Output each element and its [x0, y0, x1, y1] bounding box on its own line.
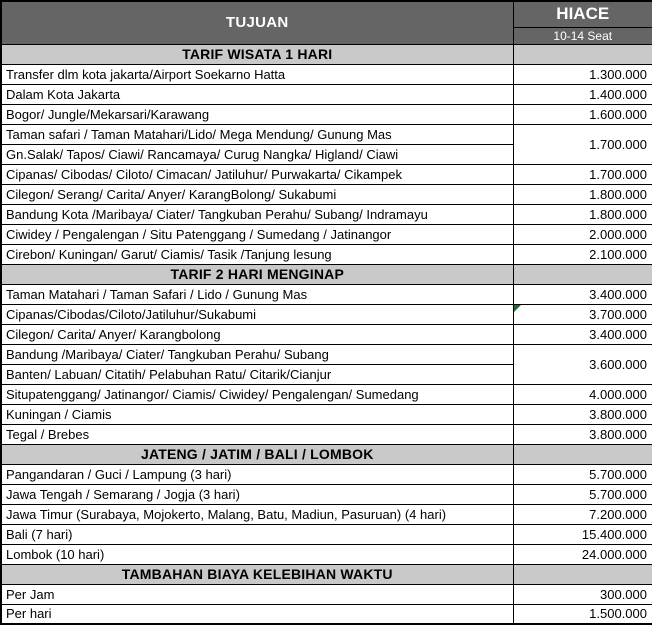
- price-cell: 3.600.000: [513, 344, 652, 384]
- table-row: [1, 64, 652, 84]
- destination-cell: Kuningan / Ciamis: [1, 404, 513, 424]
- cell-error-indicator-icon: [514, 305, 521, 312]
- price-cell: 1.500.000: [513, 604, 652, 624]
- destination-cell: Dalam Kota Jakarta: [1, 84, 513, 104]
- price-cell: 7.200.000: [513, 504, 652, 524]
- price-cell: 5.700.000: [513, 464, 652, 484]
- price-cell: 4.000.000: [513, 384, 652, 404]
- destination-cell: Situpatenggang/ Jatinangor/ Ciamis/ Ciwidey/ Pengalengan/ Sumedang: [1, 384, 513, 404]
- price-cell: 1.800.000: [513, 204, 652, 224]
- section-price-spacer: [513, 564, 652, 584]
- destination-cell: Banten/ Labuan/ Citatih/ Pelabuhan Ratu/ Citarik/Cianjur: [1, 364, 513, 384]
- table-row: [1, 464, 652, 484]
- price-cell: 3.700.000: [513, 304, 652, 324]
- price-cell: 1.700.000: [513, 124, 652, 164]
- table-row: [1, 224, 652, 244]
- table-row: [1, 424, 652, 444]
- destination-cell: Per Jam: [1, 584, 513, 604]
- destination-cell: Cirebon/ Kuningan/ Garut/ Ciamis/ Tasik /Tanjung lesung: [1, 244, 513, 264]
- table-row: [1, 124, 652, 144]
- section-price-spacer: [513, 444, 652, 464]
- price-cell: 1.800.000: [513, 184, 652, 204]
- destination-column-header: TUJUAN: [1, 1, 513, 44]
- tariff-table-body: [1, 1, 652, 624]
- table-row: [1, 184, 652, 204]
- destination-cell: Taman Matahari / Taman Safari / Lido / Gunung Mas: [1, 284, 513, 304]
- table-row: [1, 324, 652, 344]
- destination-cell: Taman safari / Taman Matahari/Lido/ Mega Mendung/ Gunung Mas: [1, 124, 513, 144]
- table-row: [1, 104, 652, 124]
- table-row: [1, 164, 652, 184]
- price-cell: 300.000: [513, 584, 652, 604]
- table-row: [1, 204, 652, 224]
- table-row: [1, 244, 652, 264]
- table-row: [1, 384, 652, 404]
- destination-cell: Cilegon/ Carita/ Anyer/ Karangbolong: [1, 324, 513, 344]
- price-cell: 3.400.000: [513, 284, 652, 304]
- table-row: [1, 84, 652, 104]
- destination-cell: Cilegon/ Serang/ Carita/ Anyer/ KarangBolong/ Sukabumi: [1, 184, 513, 204]
- section-price-spacer: [513, 264, 652, 284]
- section-header-row: [1, 564, 652, 584]
- destination-cell: Jawa Tengah / Semarang / Jogja (3 hari): [1, 484, 513, 504]
- destination-cell: Per hari: [1, 604, 513, 624]
- price-cell: 3.800.000: [513, 404, 652, 424]
- table-row: [1, 524, 652, 544]
- section-title: JATENG / JATIM / BALI / LOMBOK: [1, 444, 513, 464]
- section-header-row: [1, 44, 652, 64]
- price-cell: 2.000.000: [513, 224, 652, 244]
- destination-cell: Gn.Salak/ Tapos/ Ciawi/ Rancamaya/ Curug Nangka/ Higland/ Ciawi: [1, 144, 513, 164]
- table-row: [1, 584, 652, 604]
- table-row: [1, 344, 652, 364]
- price-cell: 1.300.000: [513, 64, 652, 84]
- price-cell: 1.400.000: [513, 84, 652, 104]
- destination-cell: Bandung Kota /Maribaya/ Ciater/ Tangkuban Perahu/ Subang/ Indramayu: [1, 204, 513, 224]
- section-title: TARIF WISATA 1 HARI: [1, 44, 513, 64]
- table-row: [1, 404, 652, 424]
- price-cell: 3.800.000: [513, 424, 652, 444]
- price-cell: 5.700.000: [513, 484, 652, 504]
- price-cell: 3.400.000: [513, 324, 652, 344]
- destination-cell: Bogor/ Jungle/Mekarsari/Karawang: [1, 104, 513, 124]
- destination-cell: Lombok (10 hari): [1, 544, 513, 564]
- price-cell: 2.100.000: [513, 244, 652, 264]
- destination-cell: Ciwidey / Pengalengan / Situ Patenggang / Sumedang / Jatinangor: [1, 224, 513, 244]
- destination-cell: Cipanas/Cibodas/Ciloto/Jatiluhur/Sukabumi: [1, 304, 513, 324]
- table-header-row: [1, 1, 652, 27]
- price-cell: 15.400.000: [513, 524, 652, 544]
- destination-cell: Pangandaran / Guci / Lampung (3 hari): [1, 464, 513, 484]
- table-row: [1, 544, 652, 564]
- price-cell: 24.000.000: [513, 544, 652, 564]
- section-header-row: [1, 264, 652, 284]
- section-header-row: [1, 444, 652, 464]
- section-title: TAMBAHAN BIAYA KELEBIHAN WAKTU: [1, 564, 513, 584]
- table-row: [1, 604, 652, 624]
- vehicle-column-header: HIACE: [513, 1, 652, 27]
- destination-cell: Bali (7 hari): [1, 524, 513, 544]
- destination-cell: Transfer dlm kota jakarta/Airport Soekarno Hatta: [1, 64, 513, 84]
- destination-cell: Jawa Timur (Surabaya, Mojokerto, Malang, Batu, Madiun, Pasuruan) (4 hari): [1, 504, 513, 524]
- table-row: [1, 484, 652, 504]
- table-row: [1, 504, 652, 524]
- price-cell: 1.600.000: [513, 104, 652, 124]
- destination-cell: Tegal / Brebes: [1, 424, 513, 444]
- section-price-spacer: [513, 44, 652, 64]
- table-row: [1, 284, 652, 304]
- section-title: TARIF 2 HARI MENGINAP: [1, 264, 513, 284]
- destination-cell: Bandung /Maribaya/ Ciater/ Tangkuban Perahu/ Subang: [1, 344, 513, 364]
- destination-cell: Cipanas/ Cibodas/ Ciloto/ Cimacan/ Jatiluhur/ Purwakarta/ Cikampek: [1, 164, 513, 184]
- table-row: [1, 304, 652, 324]
- price-cell: 1.700.000: [513, 164, 652, 184]
- seat-capacity-label: 10-14 Seat: [513, 27, 652, 44]
